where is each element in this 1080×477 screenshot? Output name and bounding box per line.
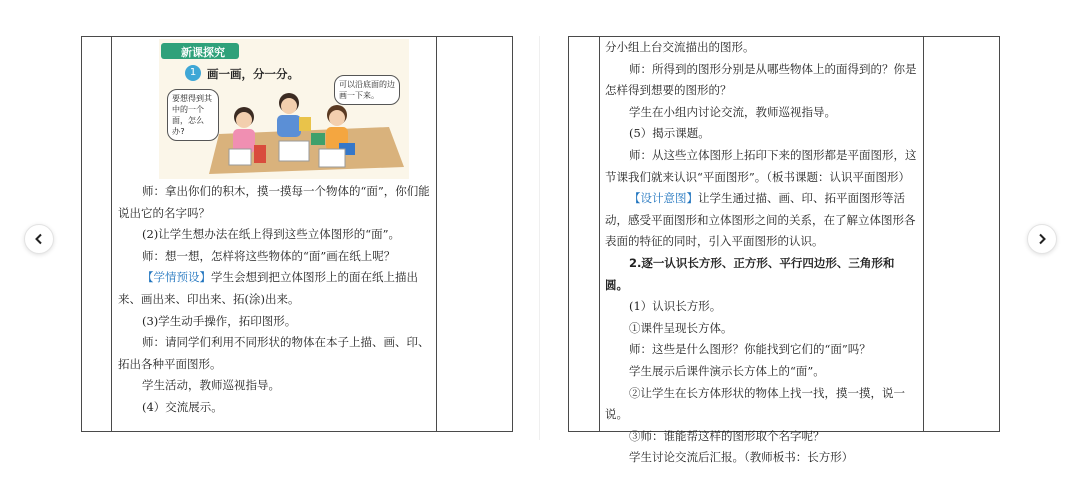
lesson-text [605, 37, 917, 469]
paragraph: ①课件呈现长方体。 [629, 320, 733, 335]
paragraph: ③师：谁能帮这样的图形取个名字呢？ [629, 428, 825, 443]
table-column-line [923, 37, 924, 431]
speech-bubble-right: 可以沿底面的边画一下来。 [334, 75, 400, 105]
paragraph: 师：想一想，怎样将这些物体的“面”画在纸上呢？ [142, 248, 396, 263]
paragraph: (2)让学生想办法在纸上得到这些立体图形的“面”。 [142, 227, 401, 242]
tag-label: 【设计意图】 [629, 191, 698, 206]
speech-bubble-left: 要想得到其中的一个面，怎么办? [167, 89, 219, 141]
table-column-line [436, 37, 437, 431]
chevron-right-icon [1036, 233, 1048, 245]
paragraph: (5）揭示课题。 [629, 126, 710, 141]
section-heading: 2.逐一认识长方形、正方形、平行四边形、三角形和圆。 [605, 255, 895, 292]
paragraph: 师：从这些立体图形上拓印下来的图形都是平面图形，这节课我们就来认识“平面图形”。（板书课题：认识平面图形） [605, 147, 917, 184]
paragraph: 学生讨论交流后汇报。（教师板书：长方形） [629, 450, 854, 465]
document-page-right [568, 36, 1000, 465]
paragraph: (4）交流展示。 [142, 399, 223, 414]
next-page-button[interactable] [1027, 224, 1057, 254]
paragraph: (1）认识长方形。 [629, 299, 722, 314]
paragraph: (3)学生动手操作，拓印图形。 [142, 313, 297, 328]
tag-label: 【学情预设】 [142, 270, 211, 285]
page-divider [539, 36, 540, 440]
paragraph: 【学情预设】学生会想到把立体图形上的面在纸上描出来、画出来、印出来、拓(涂)出来。 [118, 270, 418, 306]
document-page-left [81, 36, 513, 432]
paragraph: 学生展示后课件演示长方体上的“面”。 [629, 363, 825, 378]
paragraph: 师：拿出你们的积木，摸一摸每一个物体的“面”，你们能说出它的名字吗？ [118, 184, 430, 220]
paragraph: 师：这些是什么图形？你能找到它们的“面”吗？ [629, 342, 871, 357]
paragraph: 师：请同学们利用不同形状的物体在本子上描、画、印、拓出各种平面图形。 [118, 335, 430, 371]
textbook-illustration [159, 39, 409, 179]
section-banner-label: 新课探究 [181, 46, 225, 59]
table-column-line [111, 37, 112, 431]
exercise-title: 画一画，分一分。 [207, 67, 299, 81]
paragraph: 学生活动，教师巡视指导。 [142, 378, 280, 393]
chevron-left-icon [33, 233, 45, 245]
paragraph: 学生在小组内讨论交流，教师巡视指导。 [629, 104, 836, 119]
paragraph: ②让学生在长方体形状的物体上找一找，摸一摸，说一说。 [605, 385, 905, 422]
paragraph: 【设计意图】让学生通过描、画、印、拓平面图形等活动，感受平面图形和立体图形之间的关系，在了解立体图形各表面的特征的同时，引入平面图形的认识。 [605, 191, 916, 249]
prev-page-button[interactable] [24, 224, 54, 254]
paragraph: 分小组上台交流描出的图形。 [605, 40, 755, 54]
exercise-number: 1 [185, 65, 201, 81]
table-column-line [599, 37, 600, 431]
paragraph: 师：所得到的图形分别是从哪些物体上的面得到的？你是怎样得到想要的图形的？ [605, 61, 917, 98]
lesson-text [118, 181, 432, 419]
